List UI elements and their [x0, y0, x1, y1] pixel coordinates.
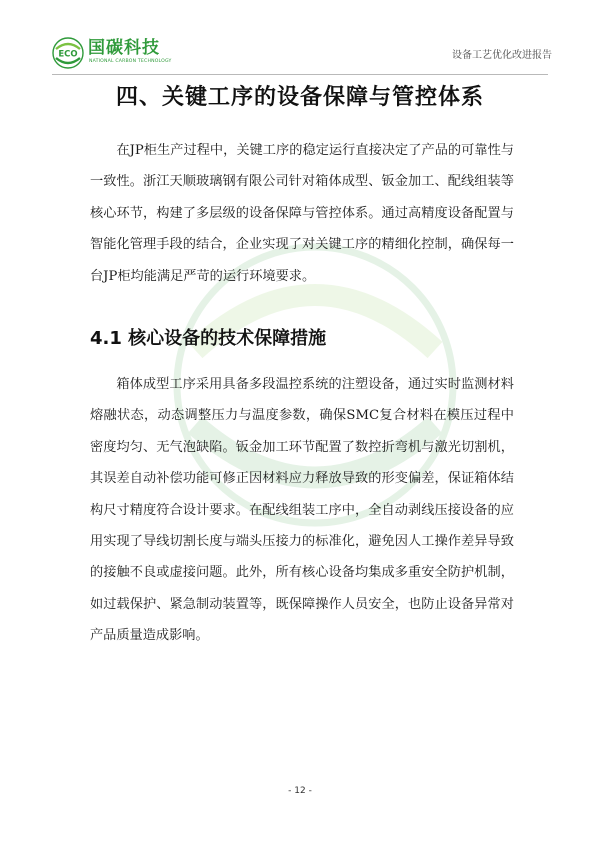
- company-name: 国碳科技: [88, 38, 160, 58]
- page-number: - 12 -: [288, 786, 312, 796]
- report-title: 设备工艺优化改进报告: [452, 50, 552, 61]
- company-subtitle: NATIONAL CARBON TECHNOLOGY: [89, 59, 172, 64]
- section-title: 四、关键工序的设备保障与管控体系: [115, 85, 484, 110]
- company-logo: [52, 36, 187, 72]
- page-header: [52, 36, 552, 74]
- section-intro-paragraph: 在JP柜生产过程中，关键工序的稳定运行直接决定了产品的可靠性与一致性。浙江天顺玻璃钢有限公司针对箱体成型、钣金加工、配线组装等核心环节，构建了多层级的设备保障与管控体系。通过高精度设备配置与智能化管理手段的结合，企业实现了对关键工序的精细化控制，确保每一台JP柜均能满足严苛的运行环境要求。: [90, 143, 514, 284]
- subsection-body-paragraph: 箱体成型工序采用具备多段温控系统的注塑设备，通过实时监测材料熔融状态，动态调整压力与温度参数，确保SMC复合材料在模压过程中密度均匀、无气泡缺陷。钣金加工环节配置了数控折弯机与激光切割机，其误差自动补偿功能可修正因材料应力释放导致的形变偏差，保证箱体结构尺寸精度符合设计要求。在配线组装工序中，全自动剥线压接设备的应用实现了导线切割长度与端头压接力的标准化，避免因人工操作差异导致的接触不良或虚接问题。此外，所有核心设备均集成多重安全防护机制，如过载保护、紧急制动装置等，既保障操作人员安全，也防止设备异常对产品质量造成影响。: [90, 377, 514, 644]
- eco-badge-text: ECO: [58, 49, 78, 60]
- eco-badge-icon: [52, 37, 84, 69]
- header-divider: [52, 74, 548, 75]
- subsection-title: 4.1 核心设备的技术保障措施: [90, 328, 327, 349]
